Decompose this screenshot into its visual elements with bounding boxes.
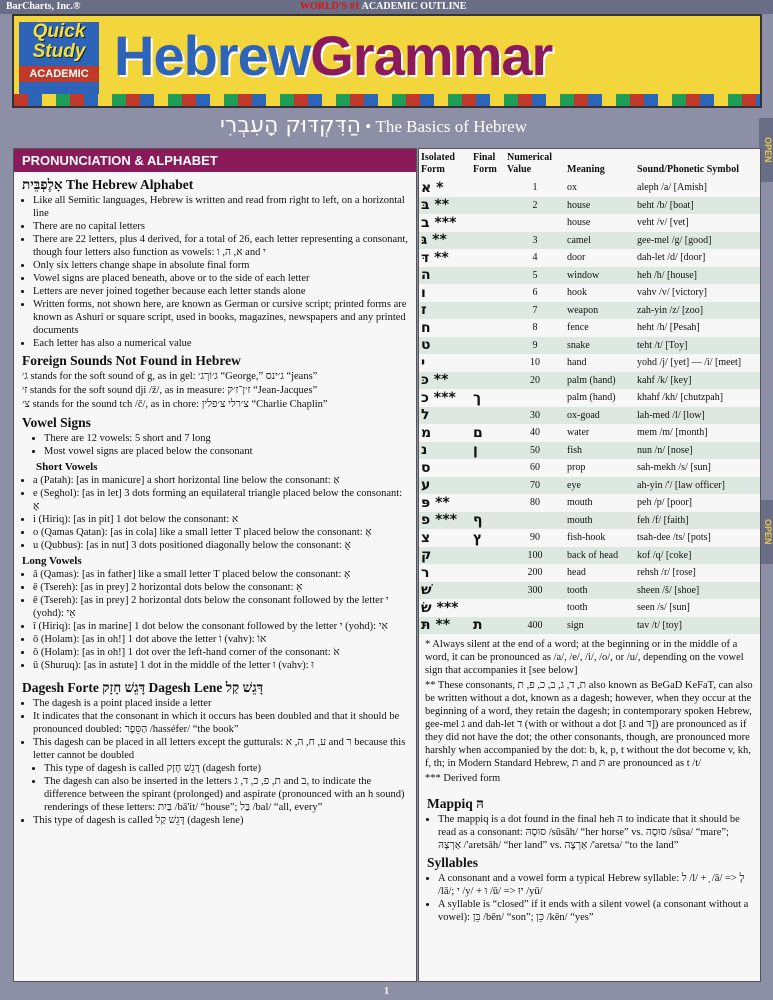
table-row xyxy=(419,564,760,582)
cell-numerical-value: 2 xyxy=(505,197,565,215)
cell-sound: beht /b/ [boat] xyxy=(635,197,760,215)
cell-meaning: palm (hand) xyxy=(565,372,635,390)
col-sound: Sound/Phonetic Symbol xyxy=(637,164,739,175)
cell-final-form xyxy=(471,407,505,425)
cell-sound: tsah-dee /ts/ [pots] xyxy=(637,532,711,544)
cell-numerical-value xyxy=(505,599,565,617)
cell-meaning: snake xyxy=(565,337,635,355)
cell-numerical-value xyxy=(505,389,565,407)
table-row xyxy=(419,337,760,355)
cell-meaning: back of head xyxy=(565,547,635,565)
cell-numerical-value: 70 xyxy=(505,477,565,495)
cell-numerical-value: 6 xyxy=(532,287,538,299)
cell-sound: sah-mekh /s/ [sun] xyxy=(637,462,711,474)
outline-prefix: WORLD'S #1 xyxy=(300,1,360,12)
mappiq-list xyxy=(427,813,752,852)
cell-sound: dah-let /d/ [door] xyxy=(637,252,706,264)
cell-isolated-form: שׁ xyxy=(419,582,471,600)
table-row xyxy=(419,529,760,547)
cell-final-form xyxy=(471,459,505,477)
cell-isolated-form: ר xyxy=(421,564,430,581)
list-item: • Most vowel signs are placed below the consonant xyxy=(44,445,408,458)
cell-sound: tav /t/ [toy] xyxy=(635,617,760,635)
cell-numerical-value: 200 xyxy=(527,567,543,579)
publisher-name: BarCharts, Inc.® xyxy=(6,1,81,12)
cell-sound: yohd /j/ [yet] — /i/ [meet] xyxy=(637,357,742,369)
cell-numerical-value: 30 xyxy=(505,407,565,425)
note-single-star: * Always silent at the end of a word; at the beginning or in the middle of a word, it can be pronounced as /a/, /e/, /i/, /o/, or /u/, depending on the vowel sign that accompanies it [see below] xyxy=(425,639,744,676)
cell-sound: rehsh /r/ [rose] xyxy=(637,567,696,579)
list-item: • Like all Semitic languages, Hebrew is written and read from right to left, on a horizontal line xyxy=(33,194,408,220)
col-meaning: Meaning xyxy=(567,164,605,175)
cell-final-form xyxy=(471,337,505,355)
table-row xyxy=(419,547,760,565)
cell-isolated-form: ב *** xyxy=(421,214,457,231)
table-row xyxy=(419,477,760,495)
cell-isolated-form: נ xyxy=(419,442,471,460)
cell-meaning: weapon xyxy=(565,302,635,320)
vowel-heading: Vowel Signs xyxy=(22,415,91,430)
cell-numerical-value: 80 xyxy=(530,497,540,509)
list-item: • u (Qubbus): [as in nut] 3 dots positioned diagonally below the consonant: אֻ xyxy=(33,539,408,552)
col-numerical-value: Numerical Value xyxy=(507,152,552,175)
vowel-list xyxy=(22,432,408,458)
list-item: • ē (Tsereh): [as in prey] 2 horizontal dots below the consonant: אֵ xyxy=(33,581,408,594)
list-item: • Each letter has also a numerical value xyxy=(33,337,408,350)
outline-label xyxy=(300,1,466,12)
logo-quick: Quick xyxy=(32,21,86,42)
cell-final-form xyxy=(471,354,505,372)
table-row xyxy=(419,424,760,442)
cell-isolated-form: בּ ** xyxy=(419,197,471,215)
cell-isolated-form: ו xyxy=(421,284,426,301)
cell-meaning: door xyxy=(567,252,586,264)
cell-numerical-value: 50 xyxy=(505,442,565,460)
cell-sound: heh /h/ [house] xyxy=(635,267,760,285)
list-item: • ō (Holam): [as in oh!] 1 dot over the left-hand corner of the consonant: אֹ xyxy=(33,646,408,659)
list-item: • This type of dagesh is called דָּגֵשׁ קַל (dagesh lene) xyxy=(33,814,408,827)
logo-study: Study xyxy=(32,41,86,62)
cell-final-form: ת xyxy=(471,617,505,635)
alphabet-table-body xyxy=(419,179,760,634)
cell-isolated-form: ח xyxy=(421,319,431,336)
list-item: • There are 22 letters, plus 4 derived, for a total of 26, each letter representing a consonant, though four letters also function as vowels: א, ה, ו and י xyxy=(33,233,408,259)
cell-numerical-value: 20 xyxy=(505,372,565,390)
long-vowels-heading: Long Vowels xyxy=(22,555,82,567)
cell-sound: peh /p/ [poor] xyxy=(637,497,692,509)
cell-isolated-form: ע xyxy=(419,477,471,495)
cell-numerical-value: 10 xyxy=(530,357,540,369)
logo-academic: ACADEMIC xyxy=(19,66,99,82)
list-item: • Letters are never joined together because each letter stands alone xyxy=(33,285,408,298)
table-header-row xyxy=(419,149,760,179)
cell-meaning: eye xyxy=(565,477,635,495)
cell-final-form: ם xyxy=(473,424,483,441)
page-number: 1 xyxy=(384,986,389,997)
cell-final-form: ן xyxy=(471,442,505,460)
title-banner xyxy=(12,14,762,108)
cell-final-form xyxy=(471,214,505,232)
note-double-star: ** These consonants, ת, ד, ג, ב, כ, פ, ת also known as BeGaD KeFaT, can also be written without a dot, known as a dagesh; however, when they occur at the beginning of a word, they retain the dagesh; in contemporary spoken Hebrew, gee-mel ג and dah-let ד (with or without a dot [גּ and דּ]) are pronounced as if they did not have the dot; the other consonants, though, are pronounced more harshly when accompanied by the dot: b, k, p, t without the dot become v, kh, f, th; in Modern Standard Hebrew, ת and תּ are pronounced as t /t/ xyxy=(425,680,753,769)
cell-meaning: hook xyxy=(567,287,587,299)
list-item: • i (Hiriq): [as in pit] 1 dot below the consonant: אִ xyxy=(33,513,408,526)
list-item: • e (Seghol): [as in let] 3 dots forming an equilateral triangle placed below the consonant: אֶ xyxy=(33,487,408,513)
subtitle-hebrew: הַדִּקְדּוּק הָעִבְרִי xyxy=(220,113,362,138)
col-final-form: Final Form xyxy=(473,152,497,175)
list-item: • ā (Qamas): [as in father] like a small letter T placed below the consonant: אָ xyxy=(33,568,408,581)
pronunciation-panel xyxy=(13,148,417,982)
list-item: • Vowel signs are placed beneath, above or to the side of each letter xyxy=(33,272,408,285)
cell-final-form xyxy=(471,582,505,600)
cell-isolated-form: כּ ** xyxy=(419,372,471,390)
alphabet-list xyxy=(22,194,408,350)
cell-final-form xyxy=(471,197,505,215)
cell-meaning: prop xyxy=(567,462,586,474)
cell-meaning: mouth xyxy=(567,497,593,509)
quickstudy-logo xyxy=(17,20,101,100)
cell-sound: sheen /š/ [shoe] xyxy=(635,582,760,600)
list-item: • There are 12 vowels: 5 short and 7 long xyxy=(44,432,408,445)
table-row xyxy=(419,232,760,250)
table-row xyxy=(419,617,760,635)
table-row xyxy=(419,599,760,617)
table-row xyxy=(419,407,760,425)
cell-numerical-value xyxy=(505,512,565,530)
cell-meaning: water xyxy=(567,427,590,439)
table-row xyxy=(419,197,760,215)
table-row xyxy=(419,179,760,197)
foreign-line: ג׳ stands for the soft sound of g, as in gel: ג׳וֹרְג׳ “George,” ג׳ינס “jeans” xyxy=(22,371,318,382)
cell-final-form xyxy=(471,319,505,337)
cell-meaning: ox-goad xyxy=(565,407,635,425)
cell-meaning: sign xyxy=(565,617,635,635)
cell-final-form xyxy=(471,284,505,302)
cell-numerical-value: 3 xyxy=(505,232,565,250)
foreign-heading: Foreign Sounds Not Found in Hebrew xyxy=(22,353,241,368)
cell-sound: zah-yin /z/ [zoo] xyxy=(635,302,760,320)
list-item: • This dagesh can be placed in all letters except the gutturals: ע, ח, ה, א and ר because this letter cannot be doubled xyxy=(33,736,408,762)
cell-sound: heht /h/ [Pesah] xyxy=(637,322,700,334)
cell-sound: lah-med /l/ [low] xyxy=(635,407,760,425)
cell-final-form xyxy=(471,372,505,390)
table-row xyxy=(419,372,760,390)
alphabet-table xyxy=(419,149,760,634)
table-row xyxy=(419,249,760,267)
list-item: • This type of dagesh is called דָּגֵשׁ חָזָק (dagesh forte) xyxy=(44,762,408,775)
cell-isolated-form: י xyxy=(421,354,426,371)
cell-sound: khahf /kh/ [chutzpah] xyxy=(637,392,724,404)
cell-sound: teht /t/ [Toy] xyxy=(635,337,760,355)
cell-isolated-form: ק xyxy=(419,547,471,565)
table-row xyxy=(419,302,760,320)
top-bar xyxy=(0,0,773,14)
cell-isolated-form: תּ ** xyxy=(419,617,471,635)
list-item: • The mappiq is a dot found in the final heh הּ to indicate that it should be read as a consonant: סוּסָהּ /sūsāh/ “her horse” vs. סוּסָה /sūsa/ “mare”; אַרְצָהּ /'aretsāh/ “her land” vs. אַרְצָה /'aretsa/ “to the land” xyxy=(438,813,752,852)
cell-isolated-form: צ xyxy=(421,529,431,546)
list-item: • It indicates that the consonant in which it occurs has been doubled and that it should be pronounced doubled: הַסֵּפֶר /hasséfer/ “the book” xyxy=(33,710,408,736)
cell-isolated-form: כ *** xyxy=(421,389,456,406)
cell-numerical-value: 9 xyxy=(505,337,565,355)
table-row xyxy=(419,389,760,407)
cell-numerical-value: 1 xyxy=(532,182,538,194)
note-triple-star: *** Derived form xyxy=(425,773,501,784)
cell-numerical-value xyxy=(505,214,565,232)
cell-final-form: ף xyxy=(471,512,505,530)
cell-meaning: fence xyxy=(567,322,589,334)
table-row xyxy=(419,267,760,285)
cell-meaning: camel xyxy=(565,232,635,250)
cell-meaning: ox xyxy=(567,182,577,194)
list-item: • The dagesh is a point placed inside a letter xyxy=(33,697,408,710)
cell-sound: kof /q/ [coke] xyxy=(635,547,760,565)
table-row xyxy=(419,354,760,372)
list-item: • ē (Tsereh): [as in prey] 2 horizontal dots below the consonant followed by the letter י (yohd): אֵי xyxy=(33,594,408,620)
cell-final-form: ץ xyxy=(473,529,483,546)
alphabet-heading: אָלֶפְבֵּית The Hebrew Alphabet xyxy=(22,177,194,192)
cell-meaning: fish xyxy=(565,442,635,460)
dagesh-heading: Dagesh Forte דָּגֵשׁ חָזָק Dagesh Lene דָּגֵשׁ קַל xyxy=(22,680,264,695)
cell-final-form xyxy=(471,494,505,512)
cell-isolated-form: א * xyxy=(421,179,444,196)
cell-final-form xyxy=(471,477,505,495)
outline-suffix: ACADEMIC OUTLINE xyxy=(359,1,467,12)
cell-numerical-value: 4 xyxy=(532,252,538,264)
cell-meaning: house xyxy=(565,197,635,215)
cell-isolated-form: מ xyxy=(421,424,432,441)
cell-isolated-form: ז xyxy=(419,302,471,320)
cell-sound: feh /f/ [faith] xyxy=(635,512,760,530)
cell-numerical-value: 5 xyxy=(505,267,565,285)
title-grammar: Grammar xyxy=(310,24,553,87)
list-item: • ī (Hiriq): [as in marine] 1 dot below the consonant followed by the letter י (yohd): אִי xyxy=(33,620,408,633)
cell-meaning: hand xyxy=(567,357,587,369)
cell-meaning: palm (hand) xyxy=(567,392,616,404)
decorative-stripe xyxy=(14,94,760,106)
cell-numerical-value: 90 xyxy=(530,532,540,544)
section-title: PRONUNCIATION & ALPHABET xyxy=(14,149,416,172)
list-item: • Written forms, not shown here, are known as German or cursive script; printed forms are known as Ashuri or square script, used in books, magazines, newspapers and any printed documents xyxy=(33,298,408,337)
table-row xyxy=(419,459,760,477)
cell-final-form xyxy=(471,267,505,285)
cell-numerical-value: 400 xyxy=(505,617,565,635)
cell-final-form: ך xyxy=(473,389,482,406)
short-vowels-heading: Short Vowels xyxy=(36,461,98,473)
open-tab: OPEN xyxy=(759,118,773,182)
cell-isolated-form: פ *** xyxy=(419,512,471,530)
syllables-list xyxy=(427,872,752,924)
cell-isolated-form: ה xyxy=(419,267,471,285)
cell-meaning: tooth xyxy=(567,602,588,614)
dagesh-list xyxy=(22,697,408,762)
dagesh-sublist xyxy=(22,762,408,814)
cell-isolated-form: דּ ** xyxy=(421,249,449,266)
cell-numerical-value: 8 xyxy=(532,322,538,334)
cell-final-form xyxy=(471,179,505,197)
list-item: • The dagesh can also be inserted in the letters ת, פ, כ, ד, ג and ב, to indicate the difference between the spirant (prolonged) and aspirate (pronounced with an h sound) renderings of these letters: בַּיִת /bā'it/ “house”; בַּל /bal/ “all, every” xyxy=(44,775,408,814)
foreign-line: צ׳ stands for the sound tch /č/, as in chore: צ׳רלי צ׳פלין “Charlie Chaplin” xyxy=(22,399,328,410)
subtitle xyxy=(220,113,527,138)
cell-sound: aleph /a/ [Amish] xyxy=(637,182,707,194)
short-vowels-list xyxy=(22,474,408,552)
long-vowels-list xyxy=(22,568,408,672)
cell-sound: ah-yin /'/ [law officer] xyxy=(635,477,760,495)
cell-numerical-value: 7 xyxy=(505,302,565,320)
table-row xyxy=(419,512,760,530)
table-row xyxy=(419,494,760,512)
title-hebrew: Hebrew xyxy=(114,24,311,87)
cell-final-form xyxy=(471,302,505,320)
table-row xyxy=(419,214,760,232)
cell-isolated-form: שׂ *** xyxy=(421,599,459,616)
table-row xyxy=(419,284,760,302)
cell-numerical-value: 60 xyxy=(530,462,540,474)
subtitle-text: • The Basics of Hebrew xyxy=(365,117,527,136)
list-item: • A syllable is “closed” if it ends with a silent vowel (a consonant without a vowel): בֵּן /bēn/ “son”; כֵּן /kēn/ “yes” xyxy=(438,898,752,924)
cell-meaning: mouth xyxy=(565,512,635,530)
table-row xyxy=(419,582,760,600)
cell-numerical-value: 300 xyxy=(505,582,565,600)
cell-final-form xyxy=(471,232,505,250)
foreign-line: ז׳ stands for the soft sound dji /ž/, as in measure: ז׳ן־ז׳ק “Jean-Jacques” xyxy=(22,385,318,396)
table-row xyxy=(419,442,760,460)
list-item: • ū (Shuruq): [as in astute] 1 dot in the middle of the letter וּ (vahv): וּ xyxy=(33,659,408,672)
cell-meaning: window xyxy=(565,267,635,285)
open-tab-lower: OPEN xyxy=(759,500,773,564)
table-row xyxy=(419,319,760,337)
alphabet-table-panel xyxy=(418,148,761,982)
cell-sound: vahv /v/ [victory] xyxy=(637,287,707,299)
cell-final-form xyxy=(471,547,505,565)
dagesh-list-end xyxy=(22,814,408,827)
col-isolated-form: Isolated Form xyxy=(421,152,455,175)
cell-sound: kahf /k/ [key] xyxy=(635,372,760,390)
cell-isolated-form: ס xyxy=(421,459,431,476)
cell-meaning: head xyxy=(567,567,586,579)
list-item: • A consonant and a vowel form a typical Hebrew syllable: ל /l/ + ָ /ā/ => לָ /lā/; י /y/ + וּ /ū/ => יוּ /yū/ xyxy=(438,872,752,898)
cell-sound: nun /n/ [nose] xyxy=(635,442,760,460)
cell-isolated-form: ל xyxy=(419,407,471,425)
cell-isolated-form: ט xyxy=(419,337,471,355)
syllables-heading: Syllables xyxy=(427,855,479,870)
cell-sound: veht /v/ [vet] xyxy=(637,217,689,229)
cell-numerical-value: 100 xyxy=(505,547,565,565)
list-item: • ō (Holam): [as in oh!] 1 dot above the letter וֹ (vahv): אוֹ xyxy=(33,633,408,646)
table-notes xyxy=(419,634,760,791)
cell-sound: seen /s/ [sun] xyxy=(637,602,690,614)
list-item: • a (Patah): [as in manicure] a short horizontal line below the consonant: אַ xyxy=(33,474,408,487)
list-item: • o (Qamas Qatan): [as in cola] like a small letter T placed below the consonant: אָ xyxy=(33,526,408,539)
cell-final-form xyxy=(471,599,505,617)
cell-sound: mem /m/ [month] xyxy=(637,427,708,439)
cell-isolated-form: גּ ** xyxy=(419,232,471,250)
list-item: • Only six letters change shape in absolute final form xyxy=(33,259,408,272)
cell-meaning: house xyxy=(567,217,591,229)
cell-final-form xyxy=(471,249,505,267)
cell-meaning: tooth xyxy=(565,582,635,600)
page-title xyxy=(114,24,552,88)
cell-numerical-value: 40 xyxy=(530,427,540,439)
mappiq-heading: Mappiq הּ xyxy=(427,796,484,811)
cell-isolated-form: פּ ** xyxy=(421,494,450,511)
cell-sound: gee-mel /g/ [good] xyxy=(635,232,760,250)
list-item: • There are no capital letters xyxy=(33,220,408,233)
cell-meaning: fish-hook xyxy=(567,532,606,544)
cell-final-form xyxy=(471,564,505,582)
